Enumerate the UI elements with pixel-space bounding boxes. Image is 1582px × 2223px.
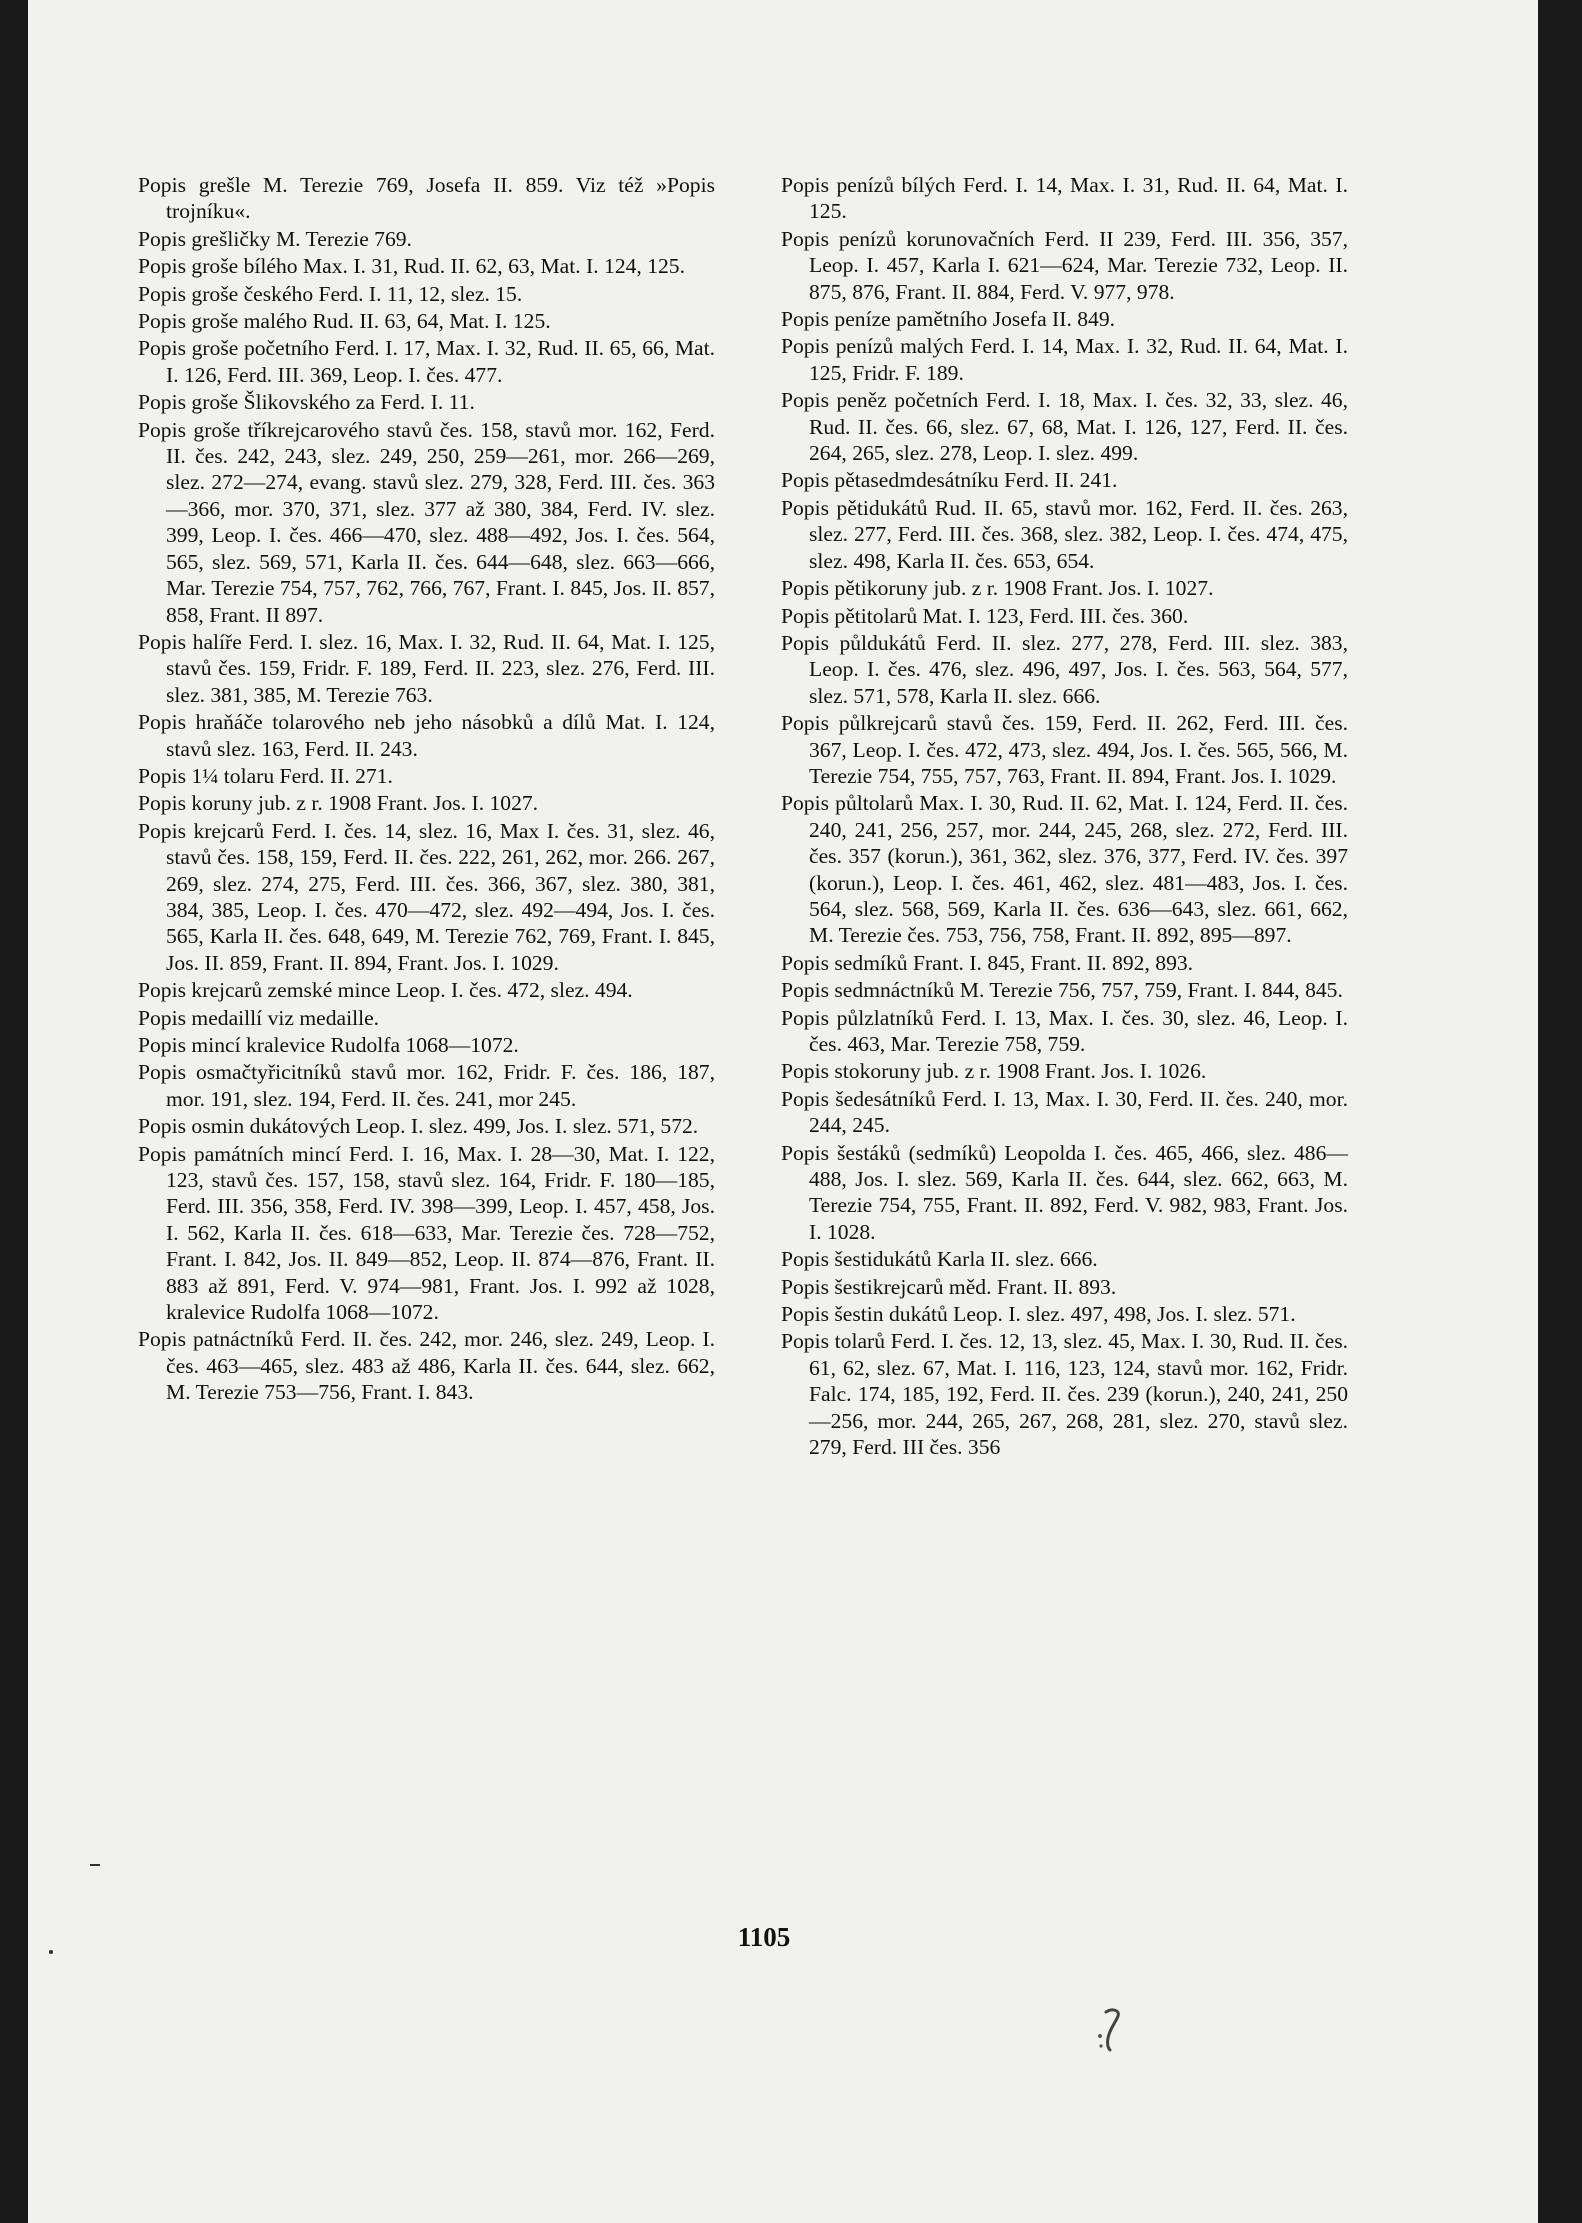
index-entry: Popis pětikoruny jub. z r. 1908 Frant. Jos. I. 1027.	[781, 576, 1214, 601]
index-entry: Popis půlkrejcarů stavů čes. 159, Ferd. II. 262, Ferd. III. čes. 367, Leop. I. čes. 472, 473, slez. 494, Jos. I. čes. 565, 566, M. Terezie 754, 755, 757, 763, Frant. II. 894, Frant. Jos. I. 1029.	[781, 711, 1348, 788]
index-entry: Popis koruny jub. z r. 1908 Frant. Jos. I. 1027.	[138, 791, 539, 816]
index-entry: Popis groše početního Ferd. I. 17, Max. I. 32, Rud. II. 65, 66, Mat. I. 126, Ferd. III. 369, Leop. I. čes. 477.	[138, 336, 715, 387]
index-entry: Popis mincí kralevice Rudolfa 1068—1072.	[138, 1033, 519, 1057]
index-entry: Popis pětasedmdesátníku Ferd. II. 241.	[781, 468, 1118, 493]
index-entry: Popis půlzlatníků Ferd. I. 13, Max. I. čes. 30, slez. 46, Leop. I. čes. 463, Mar. Terezie 758, 759.	[781, 1005, 1348, 1056]
index-entry: Popis groše malého Rud. II. 63, 64, Mat. I. 125.	[138, 309, 551, 334]
index-entry: Popis šestin dukátů Leop. I. slez. 497, 498, Jos. I. slez. 571.	[781, 1302, 1296, 1327]
index-entry: Popis osmin dukátových Leop. I. slez. 499, Jos. I. slez. 571, 572.	[138, 1114, 699, 1139]
index-entry: Popis krejcarů zemské mince Leop. I. čes. 472, slez. 494.	[138, 978, 633, 1003]
index-entry: Popis památních mincí Ferd. I. 16, Max. I. 28—30, Mat. I. 122, 123, stavů čes. 157, 158, stavů slez. 164, Fridr. F. 180—185, Ferd. III. 356, 358, Ferd. IV. 398—399, Leop. I. 457, 458, Jos. I. 562, Karla II. čes. 618—633, Mar. Terezie čes. 728—752, Frant. I. 842, Jos. II. 849—852, Leop. II. 874—876, Frant. II. 883 až 891, Ferd. V. 974—981, Frant. Jos. I. 992 až 1028, kralevice Rudolfa 1068—1072.	[138, 1141, 715, 1325]
index-entry: Popis sedmnáctníků M. Terezie 756, 757, 759, Frant. I. 844, 845.	[781, 978, 1343, 1003]
index-entry: Popis penízů bílých Ferd. I. 14, Max. I. 31, Rud. II. 64, Mat. I. 125.	[781, 173, 1348, 224]
margin-dot-mark	[49, 1950, 53, 1954]
index-entry: Popis sedmíků Frant. I. 845, Frant. II. 892, 893.	[781, 950, 1194, 975]
index-entry: Popis groše Šlikovského za Ferd. I. 11.	[138, 390, 475, 415]
index-entry: Popis půltolarů Max. I. 30, Rud. II. 62, Mat. I. 124, Ferd. II. čes. 240, 241, 256, 257, mor. 244, 245, 268, slez. 272, Ferd. III. čes. 357 (korun.), 361, 362, slez. 376, 377, Ferd. IV. čes. 397 (korun.), Leop. I. čes. 461, 462, slez. 481—483, Jos. I. čes. 564, slez. 568, 569, Karla II. čes. 636—643, slez. 661, 662, M. Terezie čes. 753, 756, 758, Frant. II. 892, 895—897.	[781, 791, 1348, 948]
index-column-right	[781, 172, 1348, 1462]
index-entry: Popis šestidukátů Karla II. slez. 666.	[781, 1247, 1098, 1272]
index-entry: Popis patnáctníků Ferd. II. čes. 242, mor. 246, slez. 249, Leop. I. čes. 463—465, slez. 483 až 486, Karla II. čes. 644, slez. 662, M. Terezie 753—756, Frant. I. 843.	[138, 1327, 715, 1405]
index-entry: Popis půldukátů Ferd. II. slez. 277, 278, Ferd. III. slez. 383, Leop. I. čes. 476, slez. 496, 497, Jos. I. čes. 563, 564, 577, slez. 571, 578, Karla II. slez. 666.	[781, 630, 1348, 708]
index-entry: Popis šedesátníků Ferd. I. 13, Max. I. 30, Ferd. II. čes. 240, mor. 244, 245.	[781, 1086, 1348, 1138]
index-entry: Popis grešle M. Terezie 769, Josefa II. 859. Viz též »Popis trojníku«.	[138, 173, 715, 224]
index-entry: Popis krejcarů Ferd. I. čes. 14, slez. 16, Max I. čes. 31, slez. 46, stavů čes. 158, 159, Ferd. II. čes. 222, 261, 262, mor. 266. 267, 269, slez. 274, 275, Ferd. III. čes. 366, 367, slez. 380, 381, 384, 385, Leop. I. čes. 470—472, slez. 492—494, Jos. I. čes. 565, Karla II. čes. 648, 649, M. Terezie 762, 769, Frant. I. 845, Jos. II. 859, Frant. II. 894, Frant. Jos. I. 1029.	[138, 818, 715, 975]
margin-dash-mark	[90, 1864, 100, 1866]
index-column-left	[138, 172, 715, 1407]
index-entry: Popis tolarů Ferd. I. čes. 12, 13, slez. 45, Max. I. 30, Rud. II. čes. 61, 62, slez. 67, Mat. I. 116, 123, 124, stavů mor. 162, Fridr. Falc. 174, 185, 192, Ferd. II. čes. 239 (korun.), 240, 241, 250—256, mor. 244, 265, 267, 268, 281, slez. 270, stavů slez. 279, Ferd. III čes. 356	[781, 1329, 1348, 1460]
index-entry: Popis osmačtyřicitníků stavů mor. 162, Fridr. F. čes. 186, 187, mor. 191, slez. 194, Ferd. II. čes. 241, mor 245.	[138, 1060, 715, 1111]
index-entry: Popis halíře Ferd. I. slez. 16, Max. I. 32, Rud. II. 64, Mat. I. 125, stavů čes. 159, Fridr. F. 189, Ferd. II. 223, slez. 276, Ferd. III. slez. 381, 385, M. Terezie 763.	[138, 629, 715, 707]
index-entry: Popis stokoruny jub. z r. 1908 Frant. Jos. I. 1026.	[781, 1059, 1207, 1084]
index-entry: Popis pětitolarů Mat. I. 123, Ferd. III. čes. 360.	[781, 603, 1189, 628]
index-entry: Popis hraňáče tolarového neb jeho násobků a dílů Mat. I. 124, stavů slez. 163, Ferd. II. 243.	[138, 710, 715, 761]
index-entry: Popis medaillí viz medaille.	[138, 1005, 380, 1030]
index-entry: Popis šestáků (sedmíků) Leopolda I. čes. 465, 466, slez. 486—488, Jos. I. slez. 569, Karla II. čes. 644, slez. 662, 663, M. Terezie 754, 755, Frant. II. 892, Ferd. V. 982, 983, Frant. Jos. I. 1028.	[781, 1140, 1348, 1244]
pencil-mark-icon	[1096, 2006, 1130, 2052]
index-entry: Popis groše bílého Max. I. 31, Rud. II. 62, 63, Mat. I. 124, 125.	[138, 254, 686, 279]
index-entry: Popis peněz početních Ferd. I. 18, Max. I. čes. 32, 33, slez. 46, Rud. II. čes. 66, slez. 67, 68, Mat. I. 126, 127, Ferd. II. čes. 264, 265, slez. 278, Leop. I. slez. 499.	[781, 388, 1348, 466]
index-entry: Popis penízů korunovačních Ferd. II 239, Ferd. III. 356, 357, Leop. I. 457, Karla I. 621—624, Mar. Terezie 732, Leop. II. 875, 876, Frant. II. 884, Ferd. V. 977, 978.	[781, 226, 1348, 304]
index-entry: Popis groše tříkrejcarového stavů čes. 158, stavů mor. 162, Ferd. II. čes. 242, 243, slez. 249, 250, 259—261, mor. 266—269, slez. 272—274, evang. stavů slez. 279, 328, Ferd. III. čes. 363—366, mor. 370, 371, slez. 377 až 380, 384, Ferd. IV. slez. 399, Leop. I. čes. 466—470, slez. 488—492, Jos. I. čes. 564, 565, slez. 569, 571, Karla II. čes. 644—648, slez. 663—666, Mar. Terezie 754, 757, 762, 766, 767, Frant. I. 845, Jos. II. 857, 858, Frant. II 897.	[138, 417, 715, 627]
index-entry: Popis 1¼ tolaru Ferd. II. 271.	[138, 763, 393, 788]
index-entry: Popis šestikrejcarů měd. Frant. II. 893.	[781, 1274, 1117, 1299]
book-page	[28, 0, 1538, 2223]
index-entry: Popis groše českého Ferd. I. 11, 12, slez. 15.	[138, 281, 523, 306]
index-entry: Popis grešličky M. Terezie 769.	[138, 226, 412, 251]
index-entry: Popis penízů malých Ferd. I. 14, Max. I. 32, Rud. II. 64, Mat. I. 125, Fridr. F. 189.	[781, 334, 1348, 385]
page-number: 1105	[737, 1922, 791, 1952]
index-entry: Popis pětidukátů Rud. II. 65, stavů mor. 162, Ferd. II. čes. 263, slez. 277, Ferd. III. čes. 368, slez. 382, Leop. I. čes. 474, 475, slez. 498, Karla II. čes. 653, 654.	[781, 495, 1348, 573]
index-entry: Popis peníze pamětního Josefa II. 849.	[781, 307, 1116, 332]
